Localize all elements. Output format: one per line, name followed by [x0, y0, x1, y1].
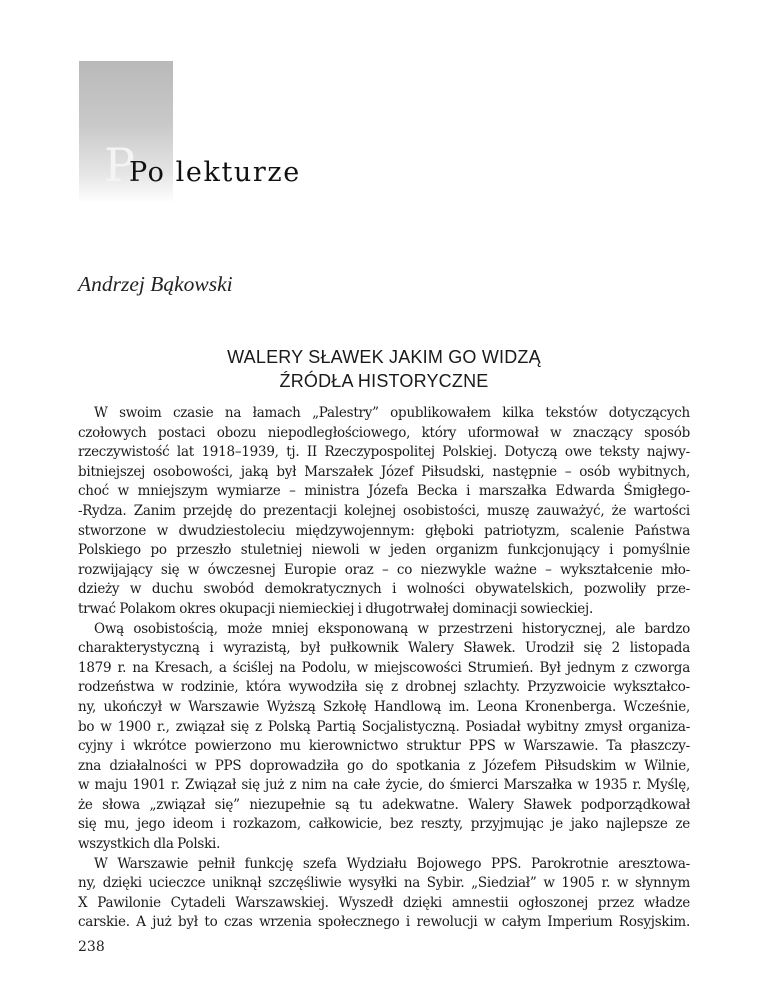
- headline-line: WALERY SŁAWEK JAKIM GO WIDZĄ: [227, 347, 541, 367]
- section-title: Po lekturze: [128, 157, 301, 188]
- body-line: rzeczywistość lat 1918–1939, tj. II Rzeczypospolitej Polskiej. Dotyczą owe teksty najwy-: [78, 444, 690, 461]
- body-line: Polskiego po przeszło stuletniej niewoli w jeden organizm funkcjonujący i pomyślnie: [78, 542, 690, 559]
- body-line: W Warszawie pełnił funkcję szefa Wydziału Bojowego PPS. Parokrotnie aresztowa-: [94, 855, 690, 872]
- body-line: rozwijający się w ówczesnej Europie oraz – co niezwykle ważne – wykształcenie mło-: [78, 561, 690, 578]
- article-headline: [78, 345, 690, 393]
- body-line: się mu, jego ideom i rozkazom, całkowicie, bez reszty, przyjmując je jako najlepsze ze: [78, 816, 690, 833]
- section-heading: [104, 138, 301, 192]
- body-line: Ową osobistością, może mniej eksponowaną w przestrzeni historycznej, ale bardzo: [94, 620, 690, 637]
- body-line: cyjny i wkrótce powierzono mu kierownictwo struktur PPS w Warszawie. Ta płaszczy-: [78, 738, 690, 755]
- section-initial-letter: P: [104, 138, 135, 192]
- body-line: X Pawilonie Cytadeli Warszawskiej. Wyszedł dzięki amnestii ogłoszonej przez władze: [78, 894, 690, 911]
- article-body: [78, 404, 690, 933]
- page-number: 238: [78, 939, 105, 955]
- body-line: czołowych postaci obozu niepodległościowego, który uformował w znaczący sposób: [78, 424, 690, 441]
- body-line: w maju 1901 r. Związał się już z nim na całe życie, do śmierci Marszałka w 1935 r. Myślę,: [78, 777, 690, 794]
- body-line: carskie. A już był to czas wrzenia społecznego i rewolucji w całym Imperium Rosyjskim.: [78, 914, 690, 931]
- body-line: że słowa „związał się” niezupełnie są tu adekwatne. Walery Sławek podporządkował: [78, 796, 690, 813]
- body-line: ny, ukończył w Warszawie Wyższą Szkołę Handlową im. Leona Kronenberga. Wcześnie,: [78, 698, 690, 715]
- body-line: rodzeństwa w rodzinie, która wywodziła się z drobnej szlachty. Przyzwoicie wykształco-: [78, 679, 690, 696]
- body-line: 1879 r. na Kresach, a ściślej na Podolu, w miejscowości Strumień. Był jednym z czworga: [78, 659, 690, 676]
- body-line: bo w 1900 r., związał się z Polską Partią Socjalistyczną. Posiadał wybitny zmysł organiza-: [78, 718, 690, 735]
- headline-line: ŹRÓDŁA HISTORYCZNE: [279, 371, 489, 391]
- body-line: zna działalności w PPS doprowadziła go do spotkania z Józefem Piłsudskim w Wilnie,: [78, 757, 690, 774]
- body-line: charakterystyczną i wyrazistą, był pułkownik Walery Sławek. Urodził się 2 listopada: [78, 640, 690, 657]
- body-line: W swoim czasie na łamach „Palestry” opublikowałem kilka tekstów dotyczących: [94, 405, 690, 421]
- body-line: bitniejszej osobowości, jaką był Marszałek Józef Piłsudski, następnie – osób wybitnych,: [78, 463, 690, 480]
- body-line: ny, dzięki ucieczce uniknął szczęśliwie wysyłki na Sybir. „Siedział” w 1905 r. w słynnym: [78, 875, 690, 892]
- author-name: Andrzej Bąkowski: [78, 272, 233, 296]
- body-line: -Rydza. Zanim przejdę do prezentacji kolejnej osobistości, muszę zauważyć, że wartości: [78, 502, 690, 519]
- body-line: dzieży w duchu swobód demokratycznych i wolności obywatelskich, pozwoliły prze-: [78, 581, 690, 598]
- body-line: choć w mniejszym wymiarze – ministra Józefa Becka i marszałka Edwarda Śmigłego-: [78, 483, 690, 500]
- body-line: trwać Polakom okres okupacji niemieckiej i długotrwałej dominacji sowieckiej.: [78, 600, 594, 617]
- body-line: wszystkich dla Polski.: [78, 836, 221, 853]
- body-line: stworzone w dwudziestoleciu międzywojennym: głęboki patriotyzm, scalenie Państwa: [78, 522, 690, 539]
